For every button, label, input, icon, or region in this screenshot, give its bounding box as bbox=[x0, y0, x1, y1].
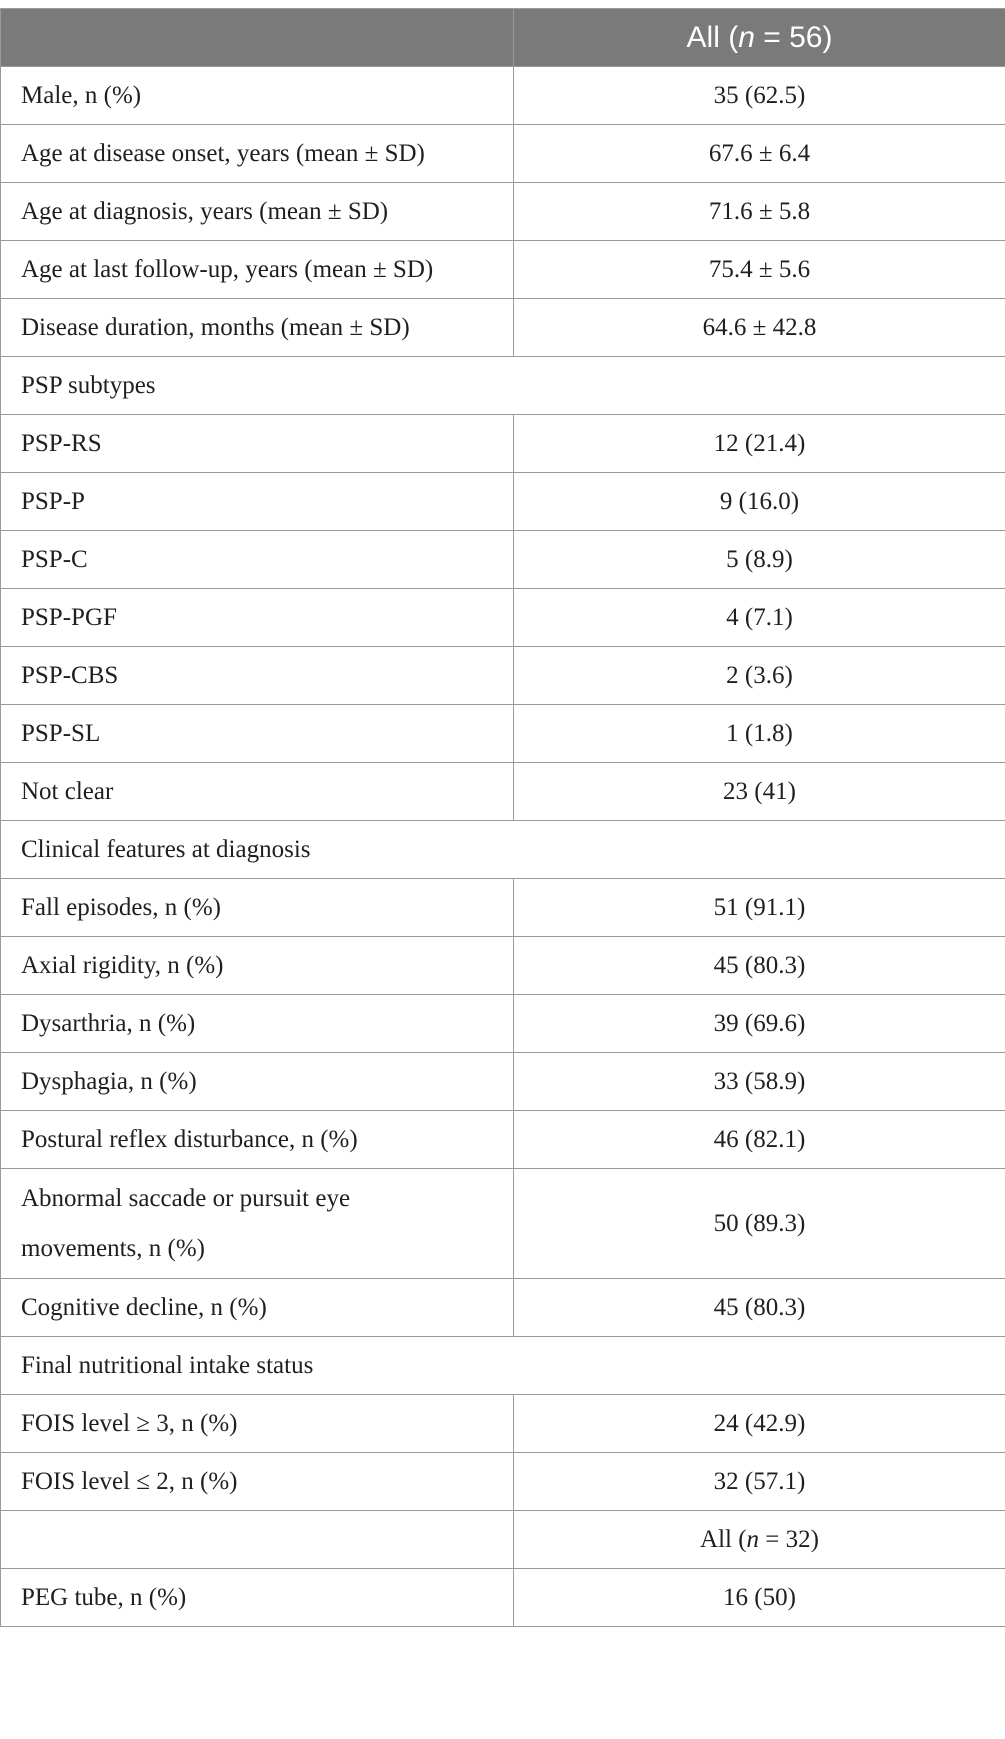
subheader-empty-cell bbox=[1, 1511, 514, 1569]
row-label-line2: movements, n (%) bbox=[21, 1234, 205, 1262]
row-value: 51 (91.1) bbox=[514, 879, 1005, 937]
row-label: FOIS level ≤ 2, n (%) bbox=[1, 1453, 514, 1511]
header-all-column bbox=[514, 9, 1005, 67]
table-row bbox=[1, 1395, 1005, 1453]
row-value: 9 (16.0) bbox=[514, 473, 1005, 531]
row-value: 1 (1.8) bbox=[514, 705, 1005, 763]
table-row bbox=[1, 1053, 1005, 1111]
table-row bbox=[1, 299, 1005, 357]
row-value: 16 (50) bbox=[514, 1569, 1005, 1627]
section-row-clinical-features bbox=[1, 821, 1005, 879]
table-row bbox=[1, 1169, 1005, 1279]
section-label: PSP subtypes bbox=[1, 357, 1005, 415]
row-label: Male, n (%) bbox=[1, 67, 514, 125]
header-all-prefix: All ( bbox=[686, 20, 739, 54]
subheader-row bbox=[1, 1511, 1005, 1569]
row-value: 50 (89.3) bbox=[514, 1169, 1005, 1279]
row-value: 12 (21.4) bbox=[514, 415, 1005, 473]
subheader-suffix: = 32) bbox=[759, 1525, 819, 1553]
row-label: FOIS level ≥ 3, n (%) bbox=[1, 1395, 514, 1453]
table-row bbox=[1, 1569, 1005, 1627]
row-value: 64.6 ± 42.8 bbox=[514, 299, 1005, 357]
row-label: PSP-PGF bbox=[1, 589, 514, 647]
subheader-prefix: All ( bbox=[700, 1525, 747, 1553]
row-value: 32 (57.1) bbox=[514, 1453, 1005, 1511]
row-label: PSP-RS bbox=[1, 415, 514, 473]
row-value: 45 (80.3) bbox=[514, 937, 1005, 995]
table-row bbox=[1, 763, 1005, 821]
section-row-nutritional-status bbox=[1, 1337, 1005, 1395]
table-row bbox=[1, 1279, 1005, 1337]
row-label: Age at disease onset, years (mean ± SD) bbox=[1, 125, 514, 183]
row-value: 23 (41) bbox=[514, 763, 1005, 821]
row-label: Axial rigidity, n (%) bbox=[1, 937, 514, 995]
subheader-all-cell bbox=[514, 1511, 1005, 1569]
row-label: Not clear bbox=[1, 763, 514, 821]
table-row bbox=[1, 531, 1005, 589]
row-label-line1: Abnormal saccade or pursuit eye bbox=[21, 1184, 351, 1212]
row-label: PSP-P bbox=[1, 473, 514, 531]
header-all-n: n bbox=[738, 20, 755, 54]
subheader-n: n bbox=[746, 1525, 760, 1553]
row-value: 2 (3.6) bbox=[514, 647, 1005, 705]
row-value: 46 (82.1) bbox=[514, 1111, 1005, 1169]
header-empty-cell bbox=[1, 9, 514, 67]
table-row bbox=[1, 879, 1005, 937]
table-row bbox=[1, 241, 1005, 299]
row-label: PEG tube, n (%) bbox=[1, 1569, 514, 1627]
row-label: Cognitive decline, n (%) bbox=[1, 1279, 514, 1337]
table-row bbox=[1, 183, 1005, 241]
row-value: 33 (58.9) bbox=[514, 1053, 1005, 1111]
table-row bbox=[1, 589, 1005, 647]
row-value: 39 (69.6) bbox=[514, 995, 1005, 1053]
patient-characteristics-table bbox=[0, 8, 1005, 1627]
row-label: Fall episodes, n (%) bbox=[1, 879, 514, 937]
table-row bbox=[1, 415, 1005, 473]
row-value: 75.4 ± 5.6 bbox=[514, 241, 1005, 299]
row-label: PSP-SL bbox=[1, 705, 514, 763]
table-row bbox=[1, 1111, 1005, 1169]
table-row bbox=[1, 995, 1005, 1053]
row-label: PSP-C bbox=[1, 531, 514, 589]
header-all-suffix: = 56) bbox=[754, 20, 833, 54]
section-label: Clinical features at diagnosis bbox=[1, 821, 1005, 879]
row-value: 4 (7.1) bbox=[514, 589, 1005, 647]
row-value: 45 (80.3) bbox=[514, 1279, 1005, 1337]
row-label: PSP-CBS bbox=[1, 647, 514, 705]
row-label: Dysphagia, n (%) bbox=[1, 1053, 514, 1111]
table-row bbox=[1, 125, 1005, 183]
row-label: Dysarthria, n (%) bbox=[1, 995, 514, 1053]
section-row-psp-subtypes bbox=[1, 357, 1005, 415]
row-value: 71.6 ± 5.8 bbox=[514, 183, 1005, 241]
table-row bbox=[1, 1453, 1005, 1511]
table-row bbox=[1, 647, 1005, 705]
table-row bbox=[1, 705, 1005, 763]
row-label: Disease duration, months (mean ± SD) bbox=[1, 299, 514, 357]
row-label: Postural reflex disturbance, n (%) bbox=[1, 1111, 514, 1169]
table-row bbox=[1, 67, 1005, 125]
table-row bbox=[1, 937, 1005, 995]
section-label: Final nutritional intake status bbox=[1, 1337, 1005, 1395]
row-value: 67.6 ± 6.4 bbox=[514, 125, 1005, 183]
row-label: Age at last follow-up, years (mean ± SD) bbox=[1, 241, 514, 299]
row-value: 35 (62.5) bbox=[514, 67, 1005, 125]
table-header-row bbox=[1, 9, 1005, 67]
row-label: Age at diagnosis, years (mean ± SD) bbox=[1, 183, 514, 241]
row-value: 5 (8.9) bbox=[514, 531, 1005, 589]
row-value: 24 (42.9) bbox=[514, 1395, 1005, 1453]
row-label bbox=[1, 1169, 514, 1279]
table-row bbox=[1, 473, 1005, 531]
